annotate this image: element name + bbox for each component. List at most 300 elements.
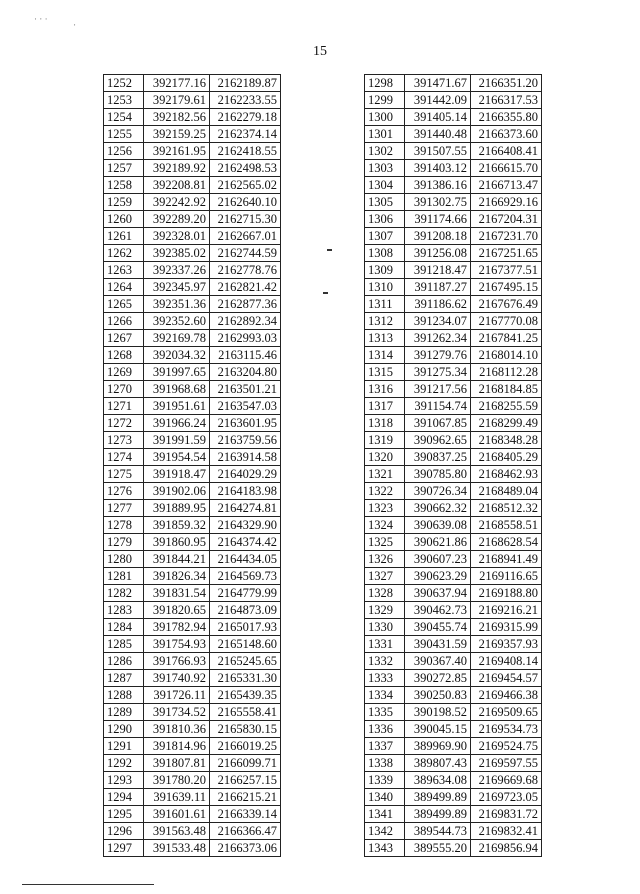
x-coordinate-cell: 391951.61 (144, 398, 210, 415)
point-number-cell: 1315 (365, 364, 405, 381)
y-coordinate-cell: 2168348.28 (471, 432, 542, 449)
table-row (104, 279, 281, 296)
point-number-cell: 1263 (104, 262, 144, 279)
point-number-cell: 1321 (365, 466, 405, 483)
y-coordinate-cell: 2162715.30 (210, 211, 281, 228)
point-number-cell: 1323 (365, 500, 405, 517)
point-number-cell: 1289 (104, 704, 144, 721)
y-coordinate-cell: 2164779.99 (210, 585, 281, 602)
x-coordinate-cell: 389807.43 (405, 755, 471, 772)
x-coordinate-cell: 391440.48 (405, 126, 471, 143)
x-coordinate-cell: 392337.26 (144, 262, 210, 279)
y-coordinate-cell: 2162233.55 (210, 92, 281, 109)
point-number-cell: 1332 (365, 653, 405, 670)
x-coordinate-cell: 389969.90 (405, 738, 471, 755)
point-number-cell: 1306 (365, 211, 405, 228)
x-coordinate-cell: 391991.59 (144, 432, 210, 449)
table-row (104, 449, 281, 466)
point-number-cell: 1252 (104, 75, 144, 92)
x-coordinate-cell: 392208.81 (144, 177, 210, 194)
table-row (104, 483, 281, 500)
table-row (365, 381, 542, 398)
y-coordinate-cell: 2169357.93 (471, 636, 542, 653)
x-coordinate-cell: 390272.85 (405, 670, 471, 687)
y-coordinate-cell: 2162877.36 (210, 296, 281, 313)
point-number-cell: 1269 (104, 364, 144, 381)
table-row (365, 330, 542, 347)
point-number-cell: 1260 (104, 211, 144, 228)
point-number-cell: 1286 (104, 653, 144, 670)
point-number-cell: 1337 (365, 738, 405, 755)
point-number-cell: 1293 (104, 772, 144, 789)
point-number-cell: 1271 (104, 398, 144, 415)
point-number-cell: 1285 (104, 636, 144, 653)
y-coordinate-cell: 2168299.49 (471, 415, 542, 432)
y-coordinate-cell: 2169315.99 (471, 619, 542, 636)
table-body-right (365, 75, 542, 857)
y-coordinate-cell: 2166373.60 (471, 126, 542, 143)
point-number-cell: 1266 (104, 313, 144, 330)
x-coordinate-cell: 390045.15 (405, 721, 471, 738)
table-row (104, 228, 281, 245)
point-number-cell: 1284 (104, 619, 144, 636)
x-coordinate-cell: 391471.67 (405, 75, 471, 92)
x-coordinate-cell: 392161.95 (144, 143, 210, 160)
point-number-cell: 1276 (104, 483, 144, 500)
table-row (104, 789, 281, 806)
table-row (365, 721, 542, 738)
x-coordinate-cell: 390462.73 (405, 602, 471, 619)
point-number-cell: 1295 (104, 806, 144, 823)
x-coordinate-cell: 392242.92 (144, 194, 210, 211)
y-coordinate-cell: 2168014.10 (471, 347, 542, 364)
y-coordinate-cell: 2166366.47 (210, 823, 281, 840)
point-number-cell: 1280 (104, 551, 144, 568)
point-number-cell: 1272 (104, 415, 144, 432)
x-coordinate-cell: 390250.83 (405, 687, 471, 704)
point-number-cell: 1274 (104, 449, 144, 466)
point-number-cell: 1275 (104, 466, 144, 483)
x-coordinate-cell: 391067.85 (405, 415, 471, 432)
point-number-cell: 1279 (104, 534, 144, 551)
table-body-left (104, 75, 281, 857)
x-coordinate-cell: 391859.32 (144, 517, 210, 534)
x-coordinate-cell: 391754.93 (144, 636, 210, 653)
x-coordinate-cell: 391186.62 (405, 296, 471, 313)
point-number-cell: 1329 (365, 602, 405, 619)
point-number-cell: 1258 (104, 177, 144, 194)
point-number-cell: 1328 (365, 585, 405, 602)
y-coordinate-cell: 2169534.73 (471, 721, 542, 738)
point-number-cell: 1331 (365, 636, 405, 653)
x-coordinate-cell: 391734.52 (144, 704, 210, 721)
x-coordinate-cell: 392177.16 (144, 75, 210, 92)
x-coordinate-cell: 392385.02 (144, 245, 210, 262)
point-number-cell: 1254 (104, 109, 144, 126)
table-row (365, 313, 542, 330)
x-coordinate-cell: 391831.54 (144, 585, 210, 602)
point-number-cell: 1278 (104, 517, 144, 534)
table-row (365, 228, 542, 245)
x-coordinate-cell: 390726.34 (405, 483, 471, 500)
point-number-cell: 1294 (104, 789, 144, 806)
y-coordinate-cell: 2164183.98 (210, 483, 281, 500)
table-row (365, 466, 542, 483)
x-coordinate-cell: 391154.74 (405, 398, 471, 415)
y-coordinate-cell: 2163601.95 (210, 415, 281, 432)
x-coordinate-cell: 391782.94 (144, 619, 210, 636)
table-row (104, 347, 281, 364)
table-row (104, 262, 281, 279)
table-row (365, 177, 542, 194)
y-coordinate-cell: 2165830.15 (210, 721, 281, 738)
y-coordinate-cell: 2162565.02 (210, 177, 281, 194)
y-coordinate-cell: 2166317.53 (471, 92, 542, 109)
x-coordinate-cell: 391807.81 (144, 755, 210, 772)
y-coordinate-cell: 2166373.06 (210, 840, 281, 857)
x-coordinate-cell: 391966.24 (144, 415, 210, 432)
point-number-cell: 1264 (104, 279, 144, 296)
x-coordinate-cell: 391844.21 (144, 551, 210, 568)
table-row (104, 211, 281, 228)
x-coordinate-cell: 391262.34 (405, 330, 471, 347)
y-coordinate-cell: 2165439.35 (210, 687, 281, 704)
y-coordinate-cell: 2164569.73 (210, 568, 281, 585)
x-coordinate-cell: 391740.92 (144, 670, 210, 687)
x-coordinate-cell: 391726.11 (144, 687, 210, 704)
x-coordinate-cell: 391187.27 (405, 279, 471, 296)
y-coordinate-cell: 2162279.18 (210, 109, 281, 126)
y-coordinate-cell: 2164274.81 (210, 500, 281, 517)
x-coordinate-cell: 391780.20 (144, 772, 210, 789)
table-row (104, 653, 281, 670)
y-coordinate-cell: 2163204.80 (210, 364, 281, 381)
table-row (104, 823, 281, 840)
point-number-cell: 1291 (104, 738, 144, 755)
x-coordinate-cell: 391279.76 (405, 347, 471, 364)
x-coordinate-cell: 391860.95 (144, 534, 210, 551)
y-coordinate-cell: 2167251.65 (471, 245, 542, 262)
y-coordinate-cell: 2169856.94 (471, 840, 542, 857)
table-row (104, 466, 281, 483)
table-row (104, 704, 281, 721)
point-number-cell: 1319 (365, 432, 405, 449)
x-coordinate-cell: 390637.94 (405, 585, 471, 602)
scan-artifact-dots: · ⋅ · (34, 14, 48, 24)
y-coordinate-cell: 2164329.90 (210, 517, 281, 534)
y-coordinate-cell: 2162821.42 (210, 279, 281, 296)
y-coordinate-cell: 2163115.46 (210, 347, 281, 364)
table-row (365, 211, 542, 228)
y-coordinate-cell: 2165017.93 (210, 619, 281, 636)
table-row (365, 823, 542, 840)
y-coordinate-cell: 2169669.68 (471, 772, 542, 789)
y-coordinate-cell: 2168112.28 (471, 364, 542, 381)
point-number-cell: 1281 (104, 568, 144, 585)
point-number-cell: 1312 (365, 313, 405, 330)
point-number-cell: 1343 (365, 840, 405, 857)
y-coordinate-cell: 2163914.58 (210, 449, 281, 466)
x-coordinate-cell: 391256.08 (405, 245, 471, 262)
x-coordinate-cell: 391275.34 (405, 364, 471, 381)
point-number-cell: 1314 (365, 347, 405, 364)
table-row (365, 143, 542, 160)
x-coordinate-cell: 391403.12 (405, 160, 471, 177)
table-row (104, 687, 281, 704)
table-row (365, 449, 542, 466)
table-row (365, 738, 542, 755)
y-coordinate-cell: 2169454.57 (471, 670, 542, 687)
table-row (104, 432, 281, 449)
point-number-cell: 1340 (365, 789, 405, 806)
point-number-cell: 1324 (365, 517, 405, 534)
y-coordinate-cell: 2166339.14 (210, 806, 281, 823)
x-coordinate-cell: 392345.97 (144, 279, 210, 296)
point-number-cell: 1265 (104, 296, 144, 313)
y-coordinate-cell: 2168512.32 (471, 500, 542, 517)
table-row (104, 602, 281, 619)
x-coordinate-cell: 391826.34 (144, 568, 210, 585)
y-coordinate-cell: 2168255.59 (471, 398, 542, 415)
table-row (365, 704, 542, 721)
table-row (365, 670, 542, 687)
table-row (104, 126, 281, 143)
point-number-cell: 1317 (365, 398, 405, 415)
table-row (104, 245, 281, 262)
table-row (365, 653, 542, 670)
x-coordinate-cell: 391902.06 (144, 483, 210, 500)
y-coordinate-cell: 2168941.49 (471, 551, 542, 568)
point-number-cell: 1307 (365, 228, 405, 245)
y-coordinate-cell: 2165331.30 (210, 670, 281, 687)
table-row (365, 92, 542, 109)
y-coordinate-cell: 2166351.20 (471, 75, 542, 92)
table-row (365, 789, 542, 806)
y-coordinate-cell: 2166215.21 (210, 789, 281, 806)
y-coordinate-cell: 2162189.87 (210, 75, 281, 92)
y-coordinate-cell: 2162892.34 (210, 313, 281, 330)
point-number-cell: 1270 (104, 381, 144, 398)
x-coordinate-cell: 389634.08 (405, 772, 471, 789)
table-row (365, 840, 542, 857)
x-coordinate-cell: 392352.60 (144, 313, 210, 330)
table-row (104, 92, 281, 109)
page-number: 15 (313, 44, 327, 59)
point-number-cell: 1303 (365, 160, 405, 177)
table-row (104, 840, 281, 857)
x-coordinate-cell: 390962.65 (405, 432, 471, 449)
scan-artifact-dash (323, 292, 328, 294)
point-number-cell: 1335 (365, 704, 405, 721)
table-row (104, 585, 281, 602)
y-coordinate-cell: 2162993.03 (210, 330, 281, 347)
x-coordinate-cell: 392289.20 (144, 211, 210, 228)
x-coordinate-cell: 392328.01 (144, 228, 210, 245)
x-coordinate-cell: 389555.20 (405, 840, 471, 857)
x-coordinate-cell: 391174.66 (405, 211, 471, 228)
table-row (365, 75, 542, 92)
point-number-cell: 1301 (365, 126, 405, 143)
y-coordinate-cell: 2166099.71 (210, 755, 281, 772)
table-row (365, 364, 542, 381)
y-coordinate-cell: 2164873.09 (210, 602, 281, 619)
point-number-cell: 1273 (104, 432, 144, 449)
y-coordinate-cell: 2168184.85 (471, 381, 542, 398)
y-coordinate-cell: 2165245.65 (210, 653, 281, 670)
table-row (104, 296, 281, 313)
x-coordinate-cell: 390621.86 (405, 534, 471, 551)
y-coordinate-cell: 2162778.76 (210, 262, 281, 279)
table-row (365, 551, 542, 568)
point-number-cell: 1305 (365, 194, 405, 211)
y-coordinate-cell: 2167231.70 (471, 228, 542, 245)
y-coordinate-cell: 2169831.72 (471, 806, 542, 823)
table-row (365, 432, 542, 449)
x-coordinate-cell: 391386.16 (405, 177, 471, 194)
point-number-cell: 1297 (104, 840, 144, 857)
y-coordinate-cell: 2169509.65 (471, 704, 542, 721)
x-coordinate-cell: 391234.07 (405, 313, 471, 330)
y-coordinate-cell: 2162744.59 (210, 245, 281, 262)
x-coordinate-cell: 391302.75 (405, 194, 471, 211)
y-coordinate-cell: 2162498.53 (210, 160, 281, 177)
y-coordinate-cell: 2163759.56 (210, 432, 281, 449)
x-coordinate-cell: 391217.56 (405, 381, 471, 398)
table-row (104, 721, 281, 738)
table-row (104, 364, 281, 381)
point-number-cell: 1330 (365, 619, 405, 636)
y-coordinate-cell: 2162640.10 (210, 194, 281, 211)
x-coordinate-cell: 391208.18 (405, 228, 471, 245)
y-coordinate-cell: 2167676.49 (471, 296, 542, 313)
table-row (104, 75, 281, 92)
table-row (104, 398, 281, 415)
y-coordinate-cell: 2169216.21 (471, 602, 542, 619)
table-row (104, 772, 281, 789)
y-coordinate-cell: 2168462.93 (471, 466, 542, 483)
y-coordinate-cell: 2169832.41 (471, 823, 542, 840)
table-row (104, 381, 281, 398)
point-number-cell: 1257 (104, 160, 144, 177)
y-coordinate-cell: 2166408.41 (471, 143, 542, 160)
table-row (104, 415, 281, 432)
y-coordinate-cell: 2169597.55 (471, 755, 542, 772)
point-number-cell: 1327 (365, 568, 405, 585)
x-coordinate-cell: 391533.48 (144, 840, 210, 857)
y-coordinate-cell: 2169466.38 (471, 687, 542, 704)
table-row (365, 160, 542, 177)
table-row (365, 568, 542, 585)
point-number-cell: 1261 (104, 228, 144, 245)
x-coordinate-cell: 391968.68 (144, 381, 210, 398)
y-coordinate-cell: 2165148.60 (210, 636, 281, 653)
table-row (104, 806, 281, 823)
x-coordinate-cell: 389499.89 (405, 806, 471, 823)
point-number-cell: 1326 (365, 551, 405, 568)
table-row (365, 109, 542, 126)
y-coordinate-cell: 2168628.54 (471, 534, 542, 551)
table-row (365, 585, 542, 602)
x-coordinate-cell: 392351.36 (144, 296, 210, 313)
point-number-cell: 1333 (365, 670, 405, 687)
y-coordinate-cell: 2164374.42 (210, 534, 281, 551)
y-coordinate-cell: 2167377.51 (471, 262, 542, 279)
table-row (365, 636, 542, 653)
x-coordinate-cell: 389499.89 (405, 789, 471, 806)
table-row (365, 194, 542, 211)
x-coordinate-cell: 391639.11 (144, 789, 210, 806)
y-coordinate-cell: 2166019.25 (210, 738, 281, 755)
x-coordinate-cell: 390455.74 (405, 619, 471, 636)
y-coordinate-cell: 2167204.31 (471, 211, 542, 228)
point-number-cell: 1282 (104, 585, 144, 602)
point-number-cell: 1309 (365, 262, 405, 279)
x-coordinate-cell: 391814.96 (144, 738, 210, 755)
table-row (104, 177, 281, 194)
y-coordinate-cell: 2162418.55 (210, 143, 281, 160)
y-coordinate-cell: 2169524.75 (471, 738, 542, 755)
x-coordinate-cell: 391766.93 (144, 653, 210, 670)
point-number-cell: 1283 (104, 602, 144, 619)
table-row (365, 126, 542, 143)
table-row (365, 262, 542, 279)
x-coordinate-cell: 392169.78 (144, 330, 210, 347)
point-number-cell: 1277 (104, 500, 144, 517)
point-number-cell: 1318 (365, 415, 405, 432)
x-coordinate-cell: 391997.65 (144, 364, 210, 381)
point-number-cell: 1262 (104, 245, 144, 262)
footnote-rule (22, 884, 154, 885)
point-number-cell: 1339 (365, 772, 405, 789)
table-row (365, 772, 542, 789)
table-row (104, 738, 281, 755)
y-coordinate-cell: 2162374.14 (210, 126, 281, 143)
x-coordinate-cell: 391563.48 (144, 823, 210, 840)
point-number-cell: 1255 (104, 126, 144, 143)
table-row (104, 670, 281, 687)
point-number-cell: 1325 (365, 534, 405, 551)
x-coordinate-cell: 391918.47 (144, 466, 210, 483)
y-coordinate-cell: 2168489.04 (471, 483, 542, 500)
x-coordinate-cell: 391889.95 (144, 500, 210, 517)
x-coordinate-cell: 391442.09 (405, 92, 471, 109)
table-row (365, 279, 542, 296)
x-coordinate-cell: 391405.14 (405, 109, 471, 126)
x-coordinate-cell: 389544.73 (405, 823, 471, 840)
y-coordinate-cell: 2167770.08 (471, 313, 542, 330)
x-coordinate-cell: 390623.29 (405, 568, 471, 585)
y-coordinate-cell: 2169188.80 (471, 585, 542, 602)
table-row (365, 687, 542, 704)
x-coordinate-cell: 391820.65 (144, 602, 210, 619)
point-number-cell: 1308 (365, 245, 405, 262)
table-row (104, 517, 281, 534)
point-number-cell: 1267 (104, 330, 144, 347)
y-coordinate-cell: 2166257.15 (210, 772, 281, 789)
point-number-cell: 1300 (365, 109, 405, 126)
table-row (365, 500, 542, 517)
x-coordinate-cell: 390639.08 (405, 517, 471, 534)
table-row (365, 245, 542, 262)
point-number-cell: 1299 (365, 92, 405, 109)
point-number-cell: 1298 (365, 75, 405, 92)
y-coordinate-cell: 2167495.15 (471, 279, 542, 296)
table-row (365, 755, 542, 772)
x-coordinate-cell: 392182.56 (144, 109, 210, 126)
x-coordinate-cell: 391954.54 (144, 449, 210, 466)
point-number-cell: 1320 (365, 449, 405, 466)
point-number-cell: 1292 (104, 755, 144, 772)
